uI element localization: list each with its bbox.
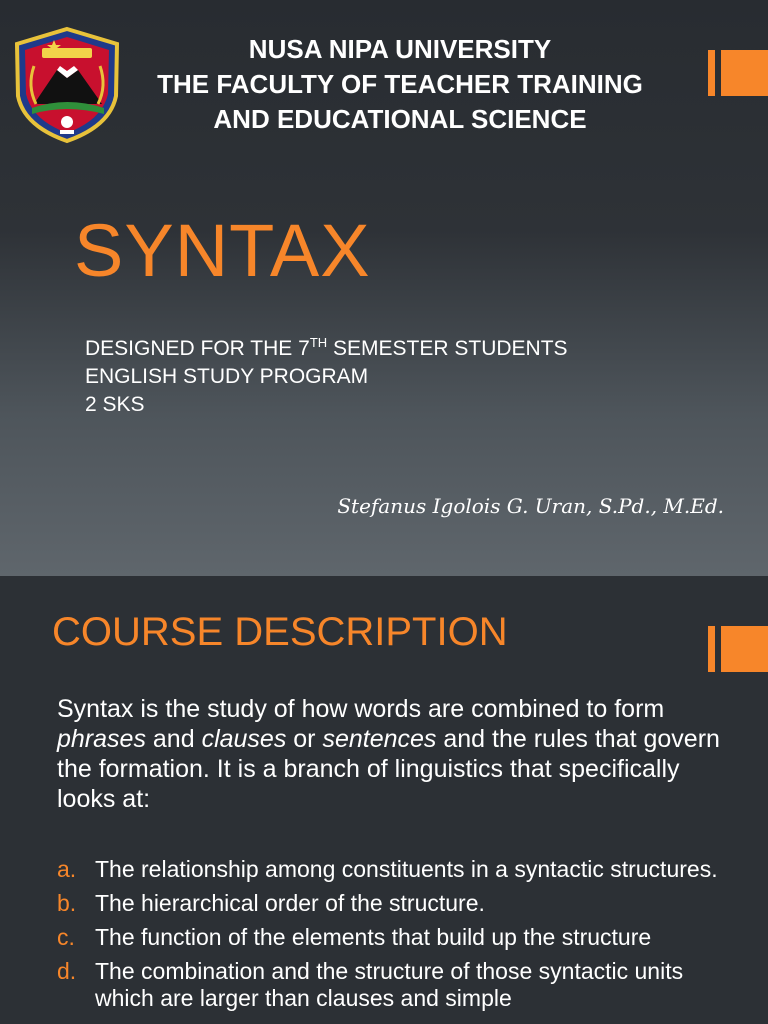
- list-item-text: The hierarchical order of the structure.: [95, 890, 485, 916]
- list-item: [57, 958, 737, 1012]
- subtitle-line-1-start: DESIGNED FOR THE 7: [85, 337, 310, 360]
- slide-subtitle: [85, 335, 568, 419]
- list-item: [57, 924, 737, 951]
- term-phrases: phrases: [57, 725, 146, 753]
- ordinal-superscript: TH: [309, 335, 328, 350]
- list-marker: c.: [57, 924, 75, 950]
- faculty-name-line1: THE FACULTY OF TEACHER TRAINING: [157, 69, 643, 99]
- course-description-paragraph: [57, 694, 737, 814]
- section-heading: COURSE DESCRIPTION: [52, 610, 508, 654]
- paragraph-text: Syntax is the study of how words are combined to form: [57, 695, 665, 723]
- list-item-text: The function of the elements that build up the structure: [95, 924, 652, 950]
- accent-thick-bar: [721, 50, 768, 96]
- university-heading: [120, 32, 680, 137]
- subtitle-line-1-end: SEMESTER STUDENTS: [327, 337, 568, 360]
- syntax-focus-list: [57, 856, 737, 1019]
- accent-thin-bar: [708, 50, 715, 96]
- subtitle-line-3: 2 SKS: [85, 393, 145, 416]
- list-item: [57, 856, 737, 883]
- list-marker: a.: [57, 856, 77, 882]
- list-item-text: The relationship among constituents in a syntactic structures.: [95, 856, 718, 882]
- subtitle-line-1: [85, 335, 568, 363]
- list-item: [57, 890, 737, 917]
- term-sentences: sentences: [322, 725, 437, 753]
- course-description-slide: [0, 576, 768, 1024]
- accent-thick-bar: [721, 626, 768, 672]
- slide-title: SYNTAX: [74, 209, 371, 292]
- paragraph-text: and: [145, 725, 202, 753]
- author-name: Stefanus Igolois G. Uran, S.Pd., M.Ed.: [337, 494, 724, 518]
- faculty-name-line2: AND EDUCATIONAL SCIENCE: [213, 104, 587, 134]
- list-marker: d.: [57, 958, 77, 984]
- subtitle-line-2: ENGLISH STUDY PROGRAM: [85, 365, 369, 388]
- list-marker: b.: [57, 890, 77, 916]
- paragraph-text: or: [286, 725, 323, 753]
- accent-thin-bar: [708, 626, 715, 672]
- paragraph-text: and the rules that govern the formation. It is a branch of linguistics that specifically looks at:: [57, 725, 720, 813]
- term-clauses: clauses: [201, 725, 287, 753]
- university-seal-icon: [12, 26, 122, 144]
- university-name: NUSA NIPA UNIVERSITY: [248, 34, 552, 64]
- list-item-text: The combination and the structure of those syntactic units which are larger than clauses and simple: [95, 958, 684, 1011]
